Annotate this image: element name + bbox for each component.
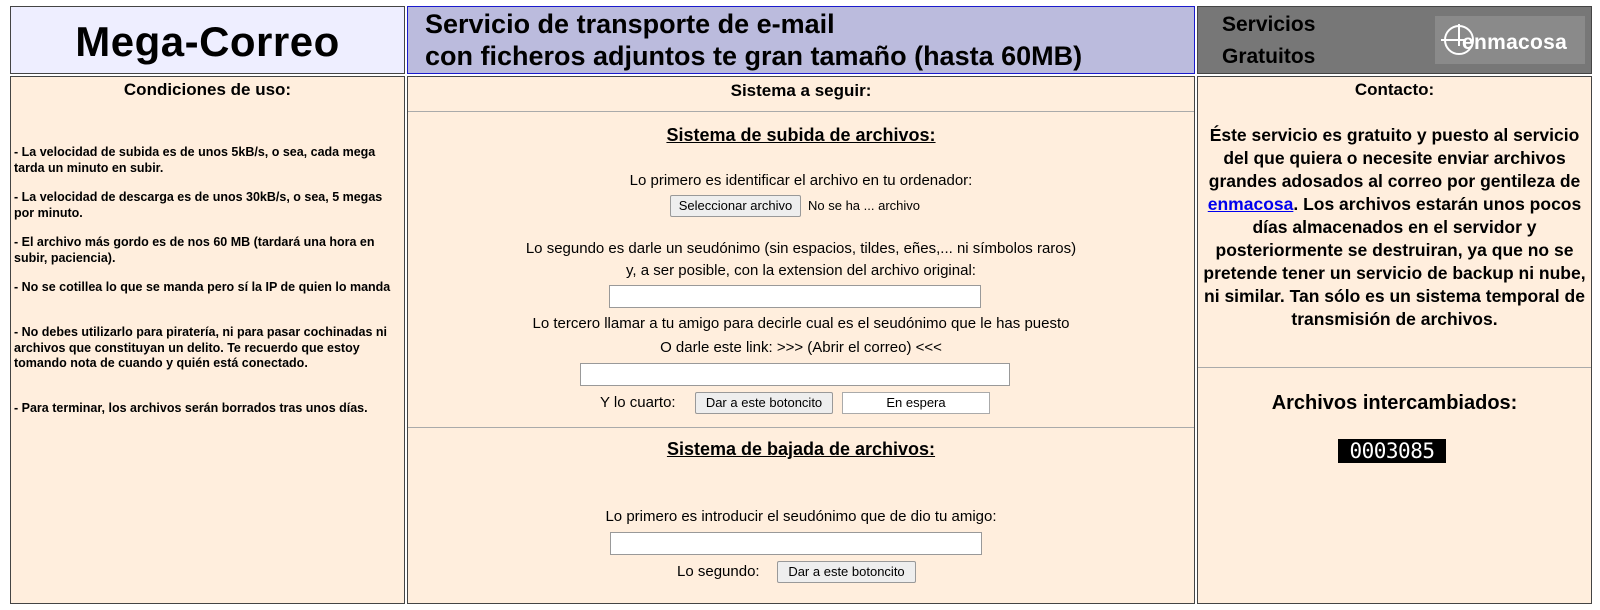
services-line-1: Servicios <box>1222 13 1316 36</box>
tagline-line-2: con ficheros adjuntos te gran tamaño (hasta 60MB) <box>425 41 1083 71</box>
upload-step-2b: y, a ser posible, con la extension del archivo original: <box>626 262 976 279</box>
rule-max-size: - El archivo más gordo es de nos 60 MB (tardará una hora en subir, paciencia). <box>14 235 375 265</box>
choose-file-button[interactable]: Seleccionar archivo <box>670 195 801 217</box>
rule-download-speed: - La velocidad de descarga es de unos 30kB/s, o sea, 5 megas por minuto. <box>14 190 383 220</box>
enmacosa-logo[interactable] <box>1435 16 1585 64</box>
download-step-2-label: Lo segundo: <box>677 563 760 580</box>
alias-input-field[interactable] <box>609 285 981 308</box>
files-counter: 0003085 <box>1338 439 1446 463</box>
services-header <box>1197 6 1592 74</box>
instructions-panel <box>407 76 1195 604</box>
rule-privacy: - No se cotillea lo que se manda pero sí la IP de quien lo manda <box>14 280 391 294</box>
send-button[interactable]: Dar a este botoncito <box>695 392 833 414</box>
terms-title: Condiciones de uso: <box>123 80 292 99</box>
download-alias-field[interactable] <box>610 532 982 555</box>
instructions-title: Sistema a seguir: <box>730 81 872 100</box>
download-section-title: Sistema de bajada de archivos: <box>666 439 936 459</box>
rule-piracy: - No debes utilizarlo para piratería, ni para pasar cochinadas ni archivos que constituyan un delito. Te recuerdo que estoy tomando nota de cuando y quién está conectado. <box>14 325 388 370</box>
terms-panel <box>10 76 405 604</box>
logo-text: enmacosa <box>1462 31 1568 54</box>
contact-title: Contacto: <box>1354 80 1435 99</box>
download-button[interactable]: Dar a este botoncito <box>777 561 916 583</box>
alias-input[interactable] <box>610 286 980 307</box>
divider <box>408 111 1194 112</box>
upload-step-1: Lo primero es identificar el archivo en tu ordenador: <box>629 172 973 189</box>
download-alias-input[interactable] <box>611 533 981 554</box>
tagline-line-1: Servicio de transporte de e-mail <box>425 9 835 39</box>
contact-text-before: Éste servicio es gratuito y puesto al servicio del que quiera o necesite enviar archivos grandes adosados al correo por gentileza de <box>1208 125 1581 191</box>
upload-status-field: En espera <box>842 392 990 414</box>
divider <box>408 427 1194 428</box>
upload-step-3: Lo tercero llamar a tu amigo para decirle cual es el seudónimo que le has puesto <box>532 315 1070 332</box>
brand-header <box>10 6 405 74</box>
tagline-header <box>407 6 1195 74</box>
upload-step-4-label: Y lo cuarto: <box>600 394 676 411</box>
link-output[interactable] <box>581 364 1009 385</box>
rule-deletion: - Para terminar, los archivos serán borrados tras unos días. <box>14 401 368 415</box>
services-line-2: Gratuitos <box>1222 45 1316 68</box>
site-title: Mega-Correo <box>75 18 340 65</box>
download-step-1: Lo primero es introducir el seudónimo que de dio tu amigo: <box>605 508 997 525</box>
mail-link-line[interactable]: O darle este link: >>> (Abrir el correo) <<< <box>660 339 942 356</box>
upload-step-2a: Lo segundo es darle un seudónimo (sin espacios, tildes, eñes,... ni símbolos raros) <box>525 240 1077 257</box>
file-status-text: No se ha ... archivo <box>808 198 920 213</box>
upload-section-title: Sistema de subida de archivos: <box>666 125 936 145</box>
rule-upload-speed: - La velocidad de subida es de unos 5kB/s, o sea, cada mega tarda un minuto en subir. <box>14 145 376 175</box>
link-output-field[interactable] <box>580 363 1010 386</box>
counter-title: Archivos intercambiados: <box>1271 392 1518 414</box>
contact-panel <box>1197 76 1592 604</box>
contact-text <box>1202 124 1587 331</box>
divider <box>1198 367 1591 368</box>
enmacosa-link[interactable]: enmacosa <box>1207 194 1294 214</box>
contact-text-after: . Los archivos estarán unos pocos días almacenados en el servidor y posteriormente se destruiran, ya que no se pretende tener un servicio de backup ni nube, ni similar. Tan sólo es un sistema temporal de transmisión de archivos. <box>1203 194 1586 329</box>
